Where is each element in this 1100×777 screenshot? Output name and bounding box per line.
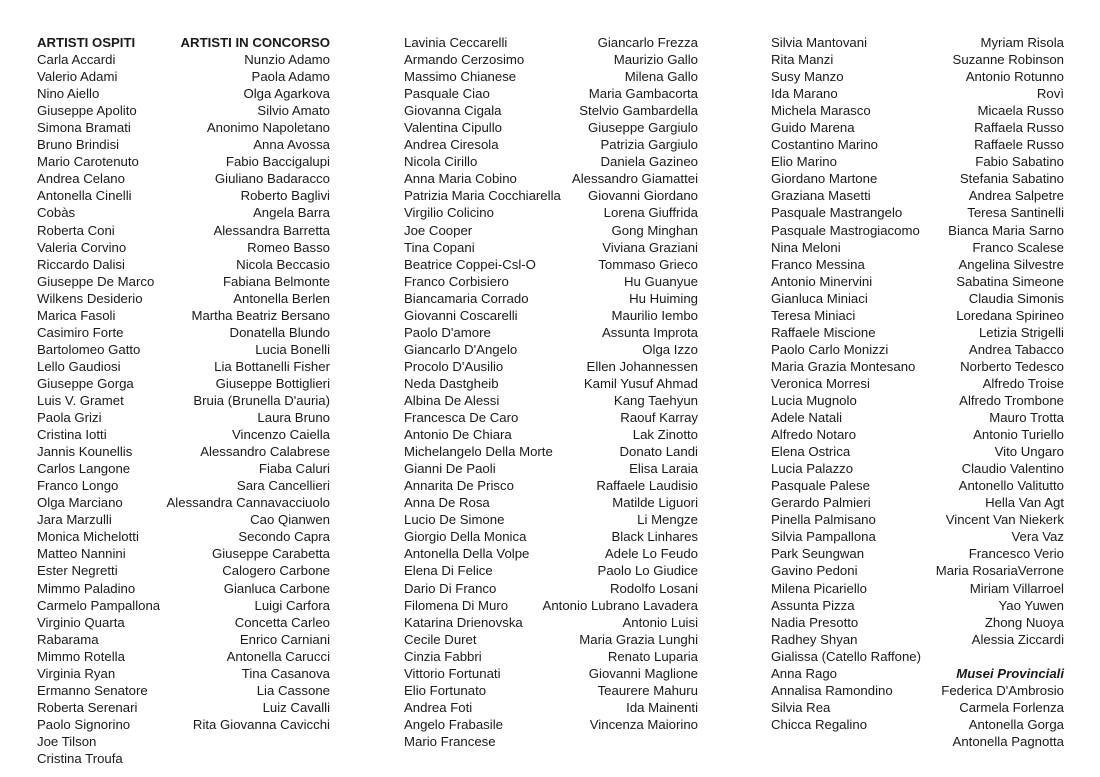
artist-name: Rodolfo Losani <box>610 580 698 596</box>
name-list <box>771 34 921 733</box>
artist-name: Elio Marino <box>771 154 837 170</box>
artist-name: Vittorio Fortunati <box>404 665 501 681</box>
artist-name: Bruno Brindisi <box>37 137 120 153</box>
artist-name: Angela Barra <box>253 205 330 221</box>
artist-name: Radhey Shyan <box>771 631 858 647</box>
artist-name: Assunta Improta <box>601 324 698 340</box>
artist-name: Antonella Berlen <box>233 290 330 306</box>
artist-name: Myriam Risola <box>980 35 1064 50</box>
name-list <box>404 34 561 750</box>
artist-name: Martha Beatriz Bersano <box>191 307 330 323</box>
artist-name: Giancarlo Frezza <box>597 35 698 50</box>
artist-name: Yao Yuwen <box>998 597 1064 613</box>
artist-name: Olga Marciano <box>37 495 123 511</box>
artist-name: Black Linhares <box>611 529 698 545</box>
artist-name: Angelina Silvestre <box>958 256 1064 272</box>
artist-name: Miriam Villarroel <box>969 580 1064 596</box>
heading-artisti-ospiti: ARTISTI OSPITI <box>37 35 136 50</box>
artist-name: Nicola Beccasio <box>236 256 330 272</box>
column-artisti-in-concorso <box>167 34 330 733</box>
artist-name: Antonio De Chiara <box>404 427 512 443</box>
artist-name: Micaela Russo <box>977 103 1064 119</box>
artist-name: Cobàs <box>37 205 76 221</box>
column-3 <box>404 34 561 750</box>
artist-name: Andrea Salpetre <box>968 188 1064 204</box>
artist-name: Francesca De Caro <box>404 410 519 426</box>
artist-name: Nino Aiello <box>37 86 100 102</box>
artist-name: Vincent Van Niekerk <box>945 512 1064 528</box>
artist-name: Giovanna Cigala <box>404 103 502 119</box>
artist-name: Gianluca Miniaci <box>771 290 868 306</box>
artist-name: Maria Gambacorta <box>588 86 698 102</box>
artist-name: Loredana Spirineo <box>956 307 1064 323</box>
artist-name: Franco Scalese <box>972 239 1064 255</box>
artist-name: Albina De Alessi <box>404 392 500 408</box>
spacer <box>936 648 1064 665</box>
artist-name: Hella Van Agt <box>985 495 1064 511</box>
artist-name: Graziana Masetti <box>771 188 871 204</box>
name-list <box>936 682 1064 750</box>
column-4 <box>543 34 698 733</box>
artist-name: Mario Carotenuto <box>37 154 139 170</box>
artist-name: Andrea Foti <box>404 699 473 715</box>
artist-name: Gianni De Paoli <box>404 461 496 477</box>
artist-name: Vincenza Maiorino <box>589 716 698 732</box>
artist-name: Claudio Valentino <box>961 461 1064 477</box>
artist-name: Andrea Celano <box>37 171 125 187</box>
artist-name: Milena Picariello <box>771 580 868 596</box>
artist-name: Viviana Graziani <box>602 239 698 255</box>
artist-name: Giuseppe Bottiglieri <box>215 375 330 391</box>
artist-name: Raffaele Miscione <box>771 324 876 340</box>
artist-name: Giuseppe Gorga <box>37 375 134 391</box>
artist-name: Lucia Bonelli <box>255 341 330 357</box>
artist-name: Franco Longo <box>37 478 119 494</box>
artist-name: Ellen Johannessen <box>586 358 698 374</box>
artist-name: Franco Corbisiero <box>404 273 509 289</box>
artist-name: Nina Meloni <box>771 239 841 255</box>
artist-name: Virgilio Colicino <box>404 205 494 221</box>
artist-name: Tina Copani <box>404 239 475 255</box>
artist-name: Lia Bottanelli Fisher <box>214 358 330 374</box>
artist-name: Patrizia Maria Cocchiarella <box>404 188 561 204</box>
artist-name: Jannis Kounellis <box>37 444 133 460</box>
artist-name: Cao Qianwen <box>250 512 330 528</box>
artist-name: Antonella Carucci <box>226 648 330 664</box>
name-list <box>167 51 330 733</box>
artist-name: Romeo Basso <box>247 239 330 255</box>
artist-name: Suzanne Robinson <box>952 52 1064 68</box>
artist-name: Armando Cerzosimo <box>404 52 525 68</box>
artist-name: Ermanno Senatore <box>37 682 148 698</box>
artist-name: Giovanni Coscarelli <box>404 307 518 323</box>
artist-name: Vincenzo Caiella <box>232 427 330 443</box>
artist-name: Maria Grazia Montesano <box>771 358 916 374</box>
artist-name: Sara Cancellieri <box>236 478 330 494</box>
artist-name: Alfredo Notaro <box>771 427 857 443</box>
heading-artisti-in-concorso: ARTISTI IN CONCORSO <box>180 35 330 50</box>
artist-name: Carmela Forlenza <box>959 699 1064 715</box>
artist-name: Rita Manzi <box>771 52 834 68</box>
artist-name: Pasquale Mastrangelo <box>771 205 903 221</box>
artist-name: Antonella Gorga <box>968 716 1064 732</box>
artist-name: Alfredo Troise <box>982 375 1064 391</box>
artist-name: Mauro Trotta <box>989 410 1064 426</box>
artist-name: Nadia Presotto <box>771 614 859 630</box>
artist-name: Annalisa Ramondino <box>771 682 893 698</box>
artist-name: Cecile Duret <box>404 631 477 647</box>
artist-name: Anna De Rosa <box>404 495 490 511</box>
artist-name: Secondo Capra <box>238 529 330 545</box>
artist-name: Ester Negretti <box>37 563 118 579</box>
artist-name: Kamil Yusuf Ahmad <box>583 375 698 391</box>
artist-name: Giorgio Della Monica <box>404 529 527 545</box>
artist-name: Assunta Pizza <box>771 597 855 613</box>
artist-name: Paola Grizi <box>37 410 102 426</box>
artist-name: Fabio Sabatino <box>975 154 1064 170</box>
artist-name: Francesco Verio <box>968 546 1064 562</box>
artist-name: Ida Marano <box>771 86 838 102</box>
artist-name: Jara Marzulli <box>37 512 112 528</box>
name-list <box>37 51 160 767</box>
artist-name: Franco Messina <box>771 256 865 272</box>
artist-name: Mimmo Paladino <box>37 580 136 596</box>
artist-name: Riccardo Dalisi <box>37 256 125 272</box>
artist-name: Valentina Cipullo <box>404 120 502 136</box>
artist-name: Roberta Serenari <box>37 699 138 715</box>
artist-name: Park Seungwan <box>771 546 865 562</box>
artist-name: Carmelo Pampallona <box>37 597 161 613</box>
artist-name: Simona Bramati <box>37 120 131 136</box>
artist-name: Sabatina Simeone <box>956 273 1064 289</box>
artist-name: Adele Lo Feudo <box>604 546 698 562</box>
artist-name: Lucio De Simone <box>404 512 505 528</box>
artist-name: Raouf Karray <box>620 410 698 426</box>
artist-name: Anna Rago <box>771 665 837 681</box>
artist-name: Alessia Ziccardi <box>971 631 1064 647</box>
artist-name: Anna Avossa <box>253 137 330 153</box>
artist-name: Paolo D'amore <box>404 324 491 340</box>
artist-name: Rita Giovanna Cavicchi <box>192 716 330 732</box>
artist-name: Luigi Carfora <box>254 597 330 613</box>
artist-name: Giuseppe Carabetta <box>211 546 330 562</box>
artist-name: Gong Minghan <box>611 222 698 238</box>
artist-name: Raffaele Russo <box>974 137 1064 153</box>
artist-name: Elisa Laraia <box>629 461 698 477</box>
artist-name: Valeria Corvino <box>37 239 127 255</box>
artist-name: Virginia Ryan <box>37 665 116 681</box>
artist-name: Nunzio Adamo <box>244 52 330 68</box>
artist-name: Procolo D'Ausilio <box>404 358 504 374</box>
artist-name: Elena Ostrica <box>771 444 851 460</box>
artist-name: Dario Di Franco <box>404 580 497 596</box>
artist-name: Patrizia Gargiulo <box>600 137 698 153</box>
artist-name: Donatella Blundo <box>229 324 330 340</box>
artist-name: Antonio Rotunno <box>965 69 1064 85</box>
artist-name: Zhong Nuoya <box>984 614 1064 630</box>
artist-name: Matteo Nannini <box>37 546 126 562</box>
artist-name: Elena Di Felice <box>404 563 493 579</box>
artist-name: Claudia Simonis <box>968 290 1064 306</box>
artist-name: Ida Mainenti <box>626 699 698 715</box>
artist-name: Lucia Palazzo <box>771 461 854 477</box>
artist-name: Wilkens Desiderio <box>37 290 143 306</box>
artist-name: Costantino Marino <box>771 137 879 153</box>
artist-name: Rovì <box>1036 86 1064 102</box>
artist-name: Filomena Di Muro <box>404 597 509 613</box>
artist-name: Teresa Santinelli <box>967 205 1064 221</box>
artist-name: Bianca Maria Sarno <box>948 222 1064 238</box>
artist-name: Chicca Regalino <box>771 716 868 732</box>
artist-name: Annarita De Prisco <box>404 478 514 494</box>
artist-name: Carlos Langone <box>37 461 131 477</box>
artist-name: Giancarlo D'Angelo <box>404 341 518 357</box>
artist-name: Joe Cooper <box>404 222 473 238</box>
artist-name: Michela Marasco <box>771 103 871 119</box>
artist-name: Maria Grazia Lunghi <box>579 631 698 647</box>
artist-name: Joe Tilson <box>37 733 97 749</box>
artist-name: Pasquale Mastrogiacomo <box>771 222 920 238</box>
artist-name: Michelangelo Della Morte <box>404 444 553 460</box>
artist-name: Anonimo Napoletano <box>206 120 330 136</box>
artist-name: Luiz Cavalli <box>262 699 330 715</box>
artist-name: Pasquale Ciao <box>404 86 490 102</box>
artist-name: Elio Fortunato <box>404 682 487 698</box>
artist-name: Silvia Rea <box>771 699 831 715</box>
artist-name: Lucia Mugnolo <box>771 392 857 408</box>
artist-name: Lavinia Ceccarelli <box>404 35 508 50</box>
artist-name: Katarina Drienovska <box>404 614 523 630</box>
artist-name: Enrico Carniani <box>239 631 330 647</box>
artist-name: Monica Michelotti <box>37 529 139 545</box>
artist-name: Gialissa (Catello Raffone) <box>771 648 922 664</box>
artist-name: Fabiana Belmonte <box>222 273 330 289</box>
artist-name: Cristina Troufa <box>37 750 123 766</box>
artist-name: Gerardo Palmieri <box>771 495 871 511</box>
artist-name: Antonella Pagnotta <box>952 733 1064 749</box>
artist-name: Daniela Gazineo <box>600 154 698 170</box>
artist-name: Mario Francese <box>404 733 496 749</box>
artist-name: Silvia Mantovani <box>771 35 868 50</box>
artist-name: Stefania Sabatino <box>959 171 1064 187</box>
artist-name: Andrea Tabacco <box>968 341 1064 357</box>
artist-name: Raffaela Russo <box>974 120 1064 136</box>
artist-name: Carla Accardi <box>37 52 116 68</box>
name-list <box>936 34 1064 648</box>
artist-name: Giuseppe Apolito <box>37 103 137 119</box>
artist-name: Nicola Cirillo <box>404 154 478 170</box>
artist-name: Marica Fasoli <box>37 307 116 323</box>
artist-name: Alessandra Cannavacciuolo <box>166 495 330 511</box>
name-list <box>543 34 698 733</box>
artist-name: Angelo Frabasile <box>404 716 503 732</box>
artist-name: Roberta Coni <box>37 222 115 238</box>
artist-name: Pinella Palmisano <box>771 512 876 528</box>
artist-name: Calogero Carbone <box>222 563 330 579</box>
artist-name: Paolo Carlo Monizzi <box>771 341 889 357</box>
artist-name: Paolo Lo Giudice <box>597 563 698 579</box>
artist-name: Gavino Pedoni <box>771 563 858 579</box>
artist-name: Federica D'Ambrosio <box>941 682 1064 698</box>
artist-name: Gianluca Carbone <box>223 580 330 596</box>
artist-name: Adele Natali <box>771 410 843 426</box>
artist-name: Maurilio Iembo <box>611 307 698 323</box>
artist-name: Luis V. Gramet <box>37 392 124 408</box>
artist-name: Pasquale Palese <box>771 478 870 494</box>
artist-name: Teresa Miniaci <box>771 307 856 323</box>
column-artisti-ospiti <box>37 34 160 767</box>
artist-name: Lello Gaudiosi <box>37 358 121 374</box>
artist-name: Milena Gallo <box>624 69 698 85</box>
artist-name: Lorena Giuffrida <box>603 205 698 221</box>
artist-name: Virginio Quarta <box>37 614 125 630</box>
artist-name: Alessandra Barretta <box>213 222 330 238</box>
artist-name: Silvia Pampallona <box>771 529 876 545</box>
artist-name: Laura Bruno <box>257 410 330 426</box>
artist-name: Giovanni Giordano <box>588 188 698 204</box>
artist-name: Veronica Morresi <box>771 375 870 391</box>
artist-name: Mimmo Rotella <box>37 648 125 664</box>
artist-name: Olga Izzo <box>642 341 698 357</box>
artist-name: Lak Zinotto <box>632 427 698 443</box>
artist-name: Maurizio Gallo <box>613 52 698 68</box>
artist-name: Matilde Liguori <box>612 495 698 511</box>
artist-name: Olga Agarkova <box>243 86 330 102</box>
artist-name: Norberto Tedesco <box>960 358 1064 374</box>
column-5 <box>771 34 921 733</box>
artist-name: Concetta Carleo <box>234 614 330 630</box>
artist-name: Giuliano Badaracco <box>214 171 330 187</box>
artist-name: Alessandro Giamattei <box>571 171 698 187</box>
artist-name: Fabio Baccigalupi <box>225 154 330 170</box>
heading-musei-provinciali: Musei Provinciali <box>956 665 1064 681</box>
artist-name: Beatrice Coppei-Csl-O <box>404 256 536 272</box>
artist-name: Silvio Amato <box>257 103 330 119</box>
artist-name: Alfredo Trombone <box>959 392 1064 408</box>
artist-name: Casimiro Forte <box>37 324 124 340</box>
artist-name: Stelvio Gambardella <box>579 103 698 119</box>
artist-name: Kang Taehyun <box>613 392 698 408</box>
artist-name: Biancamaria Corrado <box>404 290 529 306</box>
artist-name: Alessandro Calabrese <box>200 444 330 460</box>
artist-name: Antonella Cinelli <box>37 188 132 204</box>
artist-name: Antonio Turiello <box>973 427 1064 443</box>
artist-name: Rabarama <box>37 631 99 647</box>
artist-name: Antonio Minervini <box>771 273 873 289</box>
artist-name: Lia Cassone <box>256 682 330 698</box>
artist-name: Hu Guanyue <box>623 273 698 289</box>
artist-name: Tommaso Grieco <box>598 256 698 272</box>
artist-name: Hu Huiming <box>629 290 698 306</box>
artist-name: Valerio Adami <box>37 69 118 85</box>
artist-name: Guido Marena <box>771 120 855 136</box>
artist-name: Anna Maria Cobino <box>404 171 517 187</box>
artist-name: Antonella Della Volpe <box>404 546 530 562</box>
artist-name: Vito Ungaro <box>994 444 1064 460</box>
artist-name: Giovanni Maglione <box>588 665 698 681</box>
artist-name: Susy Manzo <box>771 69 844 85</box>
artist-name: Renato Luparia <box>607 648 698 664</box>
artist-name: Andrea Ciresola <box>404 137 499 153</box>
artist-name: Donato Landi <box>619 444 698 460</box>
artist-name: Paolo Signorino <box>37 716 131 732</box>
artist-name: Massimo Chianese <box>404 69 517 85</box>
artist-name: Raffaele Laudisio <box>596 478 698 494</box>
artist-name: Giuseppe De Marco <box>37 273 155 289</box>
artist-name: Vera Vaz <box>1011 529 1064 545</box>
artist-name: Bartolomeo Gatto <box>37 341 141 357</box>
artist-name: Paola Adamo <box>251 69 330 85</box>
column-6 <box>936 34 1064 750</box>
artist-name: Roberto Baglivi <box>240 188 330 204</box>
artist-name: Neda Dastgheib <box>404 375 499 391</box>
artist-name: Antonello Valitutto <box>958 478 1064 494</box>
artist-name: Cinzia Fabbri <box>404 648 482 664</box>
artist-name: Tina Casanova <box>241 665 330 681</box>
artist-name: Teaurere Mahuru <box>597 682 698 698</box>
artist-name: Giuseppe Gargiulo <box>588 120 698 136</box>
artist-name: Antonio Lubrano Lavadera <box>542 597 698 613</box>
artist-name: Cristina Iotti <box>37 427 107 443</box>
artist-name: Fiaba Caluri <box>258 461 330 477</box>
artist-name: Li Mengze <box>637 512 698 528</box>
artist-name: Maria RosariaVerrone <box>935 563 1064 579</box>
artist-name: Bruia (Brunella D'auria) <box>193 392 330 408</box>
artist-name: Antonio Luisi <box>622 614 698 630</box>
artist-name: Giordano Martone <box>771 171 878 187</box>
artist-name: Letizia Strigelli <box>978 324 1064 340</box>
